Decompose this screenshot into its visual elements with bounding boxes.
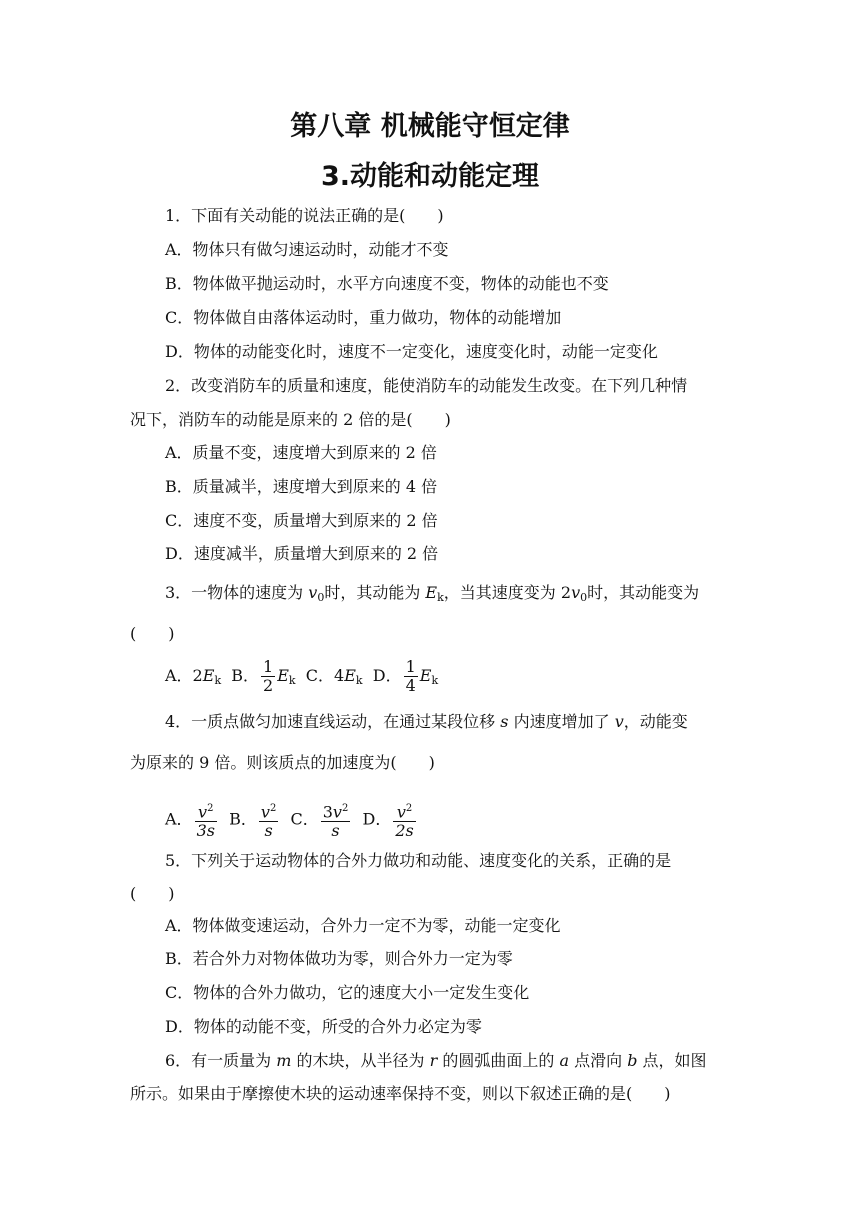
question-3-line-2: ( ) xyxy=(130,624,175,643)
fraction-one-half: $\frac{1}{2}$ xyxy=(263,657,274,695)
q5-option-a: A．物体做变速运动，合外力一定不为零，动能一定变化 xyxy=(165,916,561,935)
q1-option-d: D．物体的动能变化时，速度不一定变化，速度变化时，动能一定变化 xyxy=(165,342,658,361)
q2-option-a: A．质量不变，速度增大到原来的 2 倍 xyxy=(165,443,437,462)
question-6-line-2: 所示。如果由于摩擦使木块的运动速率保持不变，则以下叙述正确的是( ) xyxy=(130,1084,671,1103)
question-2-line-2: 况下，消防车的动能是原来的 2 倍的是( ) xyxy=(130,410,451,429)
fraction-option-b: $\frac{v^2}{s}$ xyxy=(259,800,278,840)
fraction-option-a: $\frac{v^2}{3s}$ xyxy=(195,800,217,840)
q5-option-d: D．物体的动能不变，所受的合外力必定为零 xyxy=(165,1017,482,1036)
q4-options: A． $\frac{v^2}{3s}$ B． $\frac{v^2}{s}$ C． $\frac{3v^2}{s}$ D． $\frac{v^2}{2s}$ xyxy=(165,800,418,840)
fraction-option-c: $\frac{3v^2}{s}$ xyxy=(321,800,351,840)
q2-option-c: C．速度不变，质量增大到原来的 2 倍 xyxy=(165,511,438,530)
question-1: 1．下面有关动能的说法正确的是( ) xyxy=(165,206,444,225)
question-5-line-2: ( ) xyxy=(130,884,175,903)
q2-option-b: B．质量减半，速度增大到原来的 4 倍 xyxy=(165,477,438,496)
q5-option-c: C．物体的合外力做功，它的速度大小一定发生变化 xyxy=(165,983,530,1002)
question-5-line-1: 5．下列关于运动物体的合外力做功和动能、速度变化的关系，正确的是 xyxy=(165,851,672,870)
question-3-line-1: 3．一物体的速度为 $v_0$时，其动能为 $E_k$，当其速度变为 $2v_0$时，其动能变为 xyxy=(165,583,700,604)
fraction-one-quarter: $\frac{1}{4}$ xyxy=(405,657,416,695)
fraction-option-d: $\frac{v^2}{2s}$ xyxy=(393,800,415,840)
q5-option-b: B．若合外力对物体做功为零，则合外力一定为零 xyxy=(165,949,513,968)
question-2-line-1: 2．改变消防车的质量和速度，能使消防车的动能发生改变。在下列几种情 xyxy=(165,376,688,395)
chapter-title: 第八章 机械能守恒定律 xyxy=(290,111,570,142)
q1-option-a: A．物体只有做匀速运动时，动能才不变 xyxy=(165,240,449,259)
question-4-line-2: 为原来的 9 倍。则该质点的加速度为( ) xyxy=(130,753,435,772)
q1-option-c: C．物体做自由落体运动时，重力做功，物体的动能增加 xyxy=(165,308,562,327)
q1-option-b: B．物体做平抛运动时，水平方向速度不变，物体的动能也不变 xyxy=(165,274,609,293)
q3-options: A．$2E_k$ B． $\frac{1}{2}$ $E_k$ C．$4E_k$ D． $\frac{1}{4}$ $E_k$ xyxy=(165,657,439,695)
question-6-line-1: 6．有一质量为 m 的木块，从半径为 r 的圆弧曲面上的 a 点滑向 b 点，如图 xyxy=(165,1051,707,1070)
question-4-line-1: 4．一质点做匀加速直线运动，在通过某段位移 s 内速度增加了 v，动能变 xyxy=(165,712,688,731)
section-title: 3.动能和动能定理 xyxy=(320,161,540,192)
q2-option-d: D．速度减半，质量增大到原来的 2 倍 xyxy=(165,544,439,563)
